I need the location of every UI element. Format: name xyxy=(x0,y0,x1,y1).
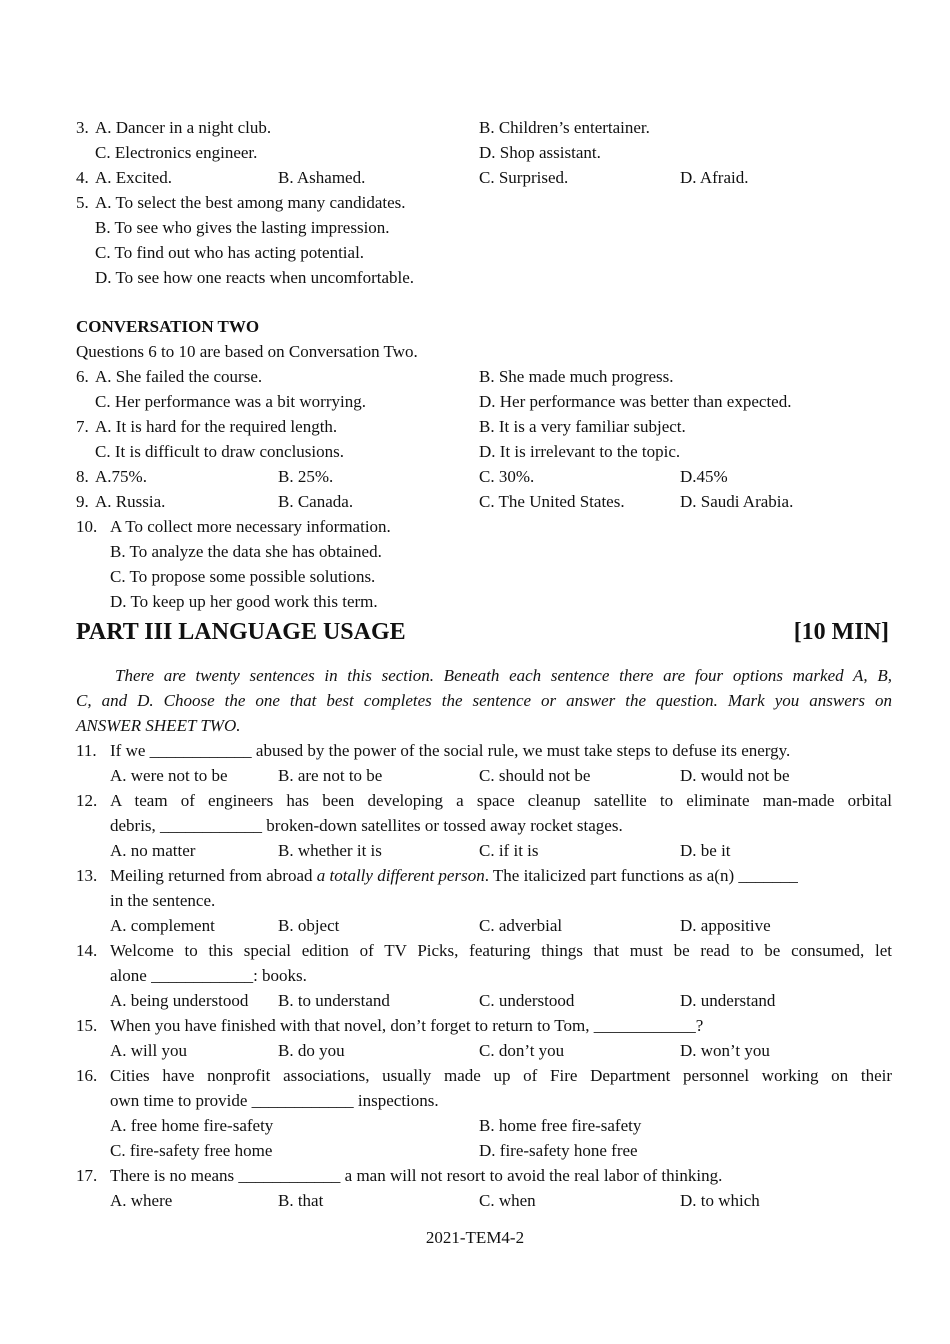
question-3-number: 3. xyxy=(76,118,89,137)
question-13-option-d: D. appositive xyxy=(680,916,771,935)
question-16-option-a: A. free home fire-safety xyxy=(110,1116,274,1135)
question-14-option-b: B. to understand xyxy=(278,991,390,1010)
question-4-option-c: C. Surprised. xyxy=(479,168,569,187)
question-12-option-c: C. if it is xyxy=(479,841,539,860)
question-7-option-c: C. It is difficult to draw conclusions. xyxy=(95,442,344,461)
question-11-option-a: A. were not to be xyxy=(110,766,228,785)
question-15-stem: When you have finished with that novel, don’t forget to return to Tom, ____________? xyxy=(110,1016,704,1035)
question-16-number: 16. xyxy=(76,1066,98,1085)
question-17-stem: There is no means ____________ a man will not resort to avoid the real labor of thinking. xyxy=(110,1166,723,1185)
question-15-number: 15. xyxy=(76,1016,98,1035)
question-6-option-c: C. Her performance was a bit worrying. xyxy=(95,392,366,411)
section-intro: Questions 6 to 10 are based on Conversation Two. xyxy=(76,342,418,361)
part-instructions-line-1: There are twenty sentences in this section. Beneath each sentence there are four options marked A, B, xyxy=(115,666,892,685)
question-14-option-c: C. understood xyxy=(479,991,575,1010)
question-11-option-c: C. should not be xyxy=(479,766,591,785)
question-13-stem-text-end: . The italicized part functions as a(n) _______ xyxy=(484,866,798,885)
question-8-option-c: C. 30%. xyxy=(479,467,535,486)
question-16-stem-line-1: Cities have nonprofit associations, usually made up of Fire Department personnel working on their xyxy=(110,1066,892,1085)
question-3-option-d: D. Shop assistant. xyxy=(479,143,601,162)
question-4-number: 4. xyxy=(76,168,89,187)
question-13-stem-line-1 xyxy=(110,863,798,888)
question-4-option-b: B. Ashamed. xyxy=(278,168,366,187)
question-3-option-b: B. Children’s entertainer. xyxy=(479,118,650,137)
question-11-number: 11. xyxy=(76,741,97,760)
question-7-option-a: A. It is hard for the required length. xyxy=(95,417,338,436)
question-13-stem-line-2: in the sentence. xyxy=(110,891,216,910)
question-6-option-a: A. She failed the course. xyxy=(95,367,263,386)
question-8-option-d: D.45% xyxy=(680,467,728,486)
question-7-number: 7. xyxy=(76,417,89,436)
question-3-option-c: C. Electronics engineer. xyxy=(95,143,258,162)
part-instructions-line-3: ANSWER SHEET TWO. xyxy=(76,716,241,735)
question-8-option-a: A.75%. xyxy=(95,467,147,486)
question-11-option-b: B. are not to be xyxy=(278,766,383,785)
question-5-option-c: C. To find out who has acting potential. xyxy=(95,243,365,262)
question-15-option-c: C. don’t you xyxy=(479,1041,565,1060)
question-10-option-c: C. To propose some possible solutions. xyxy=(110,567,376,586)
question-9-number: 9. xyxy=(76,492,89,511)
question-6-option-d: D. Her performance was better than expected. xyxy=(479,392,792,411)
question-9-option-d: D. Saudi Arabia. xyxy=(680,492,794,511)
question-15-option-a: A. will you xyxy=(110,1041,187,1060)
question-6-number: 6. xyxy=(76,367,89,386)
question-5-option-b: B. To see who gives the lasting impression. xyxy=(95,218,390,237)
question-12-option-a: A. no matter xyxy=(110,841,196,860)
question-16-option-b: B. home free fire-safety xyxy=(479,1116,642,1135)
question-10-option-a: A To collect more necessary information. xyxy=(110,517,391,536)
part-instructions-line-2: C, and D. Choose the one that best completes the sentence or answer the question. Mark you answers on xyxy=(76,691,892,710)
question-5-number: 5. xyxy=(76,193,89,212)
question-16-option-c: C. fire-safety free home xyxy=(110,1141,273,1160)
part-time-limit: [10 MIN] xyxy=(793,619,889,645)
question-9-option-c: C. The United States. xyxy=(479,492,625,511)
question-4-option-d: D. Afraid. xyxy=(680,168,749,187)
question-17-option-b: B. that xyxy=(278,1191,324,1210)
question-16-stem-line-2: own time to provide ____________ inspections. xyxy=(110,1091,439,1110)
question-14-number: 14. xyxy=(76,941,98,960)
question-13-option-a: A. complement xyxy=(110,916,215,935)
section-heading-conversation-two: CONVERSATION TWO xyxy=(76,317,260,336)
question-12-option-d: D. be it xyxy=(680,841,731,860)
question-8-option-b: B. 25%. xyxy=(278,467,334,486)
question-13-stem-text: Meiling returned from abroad xyxy=(110,866,317,885)
question-11-stem: If we ____________ abused by the power of the social rule, we must take steps to defuse its energy. xyxy=(110,741,791,760)
page-footer-code: 2021-TEM4-2 xyxy=(425,1228,525,1247)
question-6-option-b: B. She made much progress. xyxy=(479,367,674,386)
question-16-option-d: D. fire-safety hone free xyxy=(479,1141,638,1160)
question-15-option-d: D. won’t you xyxy=(680,1041,770,1060)
question-10-option-d: D. To keep up her good work this term. xyxy=(110,592,378,611)
question-9-option-a: A. Russia. xyxy=(95,492,166,511)
question-17-option-a: A. where xyxy=(110,1191,173,1210)
question-12-option-b: B. whether it is xyxy=(278,841,382,860)
question-17-option-c: C. when xyxy=(479,1191,536,1210)
question-10-number: 10. xyxy=(76,517,98,536)
question-17-number: 17. xyxy=(76,1166,98,1185)
question-12-number: 12. xyxy=(76,791,98,810)
question-3-option-a: A. Dancer in a night club. xyxy=(95,118,272,137)
question-13-option-c: C. adverbial xyxy=(479,916,563,935)
question-14-option-d: D. understand xyxy=(680,991,776,1010)
question-9-option-b: B. Canada. xyxy=(278,492,354,511)
question-5-option-a: A. To select the best among many candidates. xyxy=(95,193,406,212)
question-7-option-d: D. It is irrelevant to the topic. xyxy=(479,442,681,461)
question-13-number: 13. xyxy=(76,866,98,885)
question-14-stem-line-1: Welcome to this special edition of TV Picks, featuring things that must be read to be consumed, let xyxy=(110,941,892,960)
question-15-option-b: B. do you xyxy=(278,1041,345,1060)
question-13-stem-italic: a totally different person xyxy=(316,866,485,885)
question-12-stem-line-2: debris, ____________ broken-down satellites or tossed away rocket stages. xyxy=(110,816,623,835)
question-8-number: 8. xyxy=(76,467,89,486)
question-14-stem-line-2: alone ____________: books. xyxy=(110,966,307,985)
question-7-option-b: B. It is a very familiar subject. xyxy=(479,417,686,436)
question-10-option-b: B. To analyze the data she has obtained. xyxy=(110,542,382,561)
question-11-option-d: D. would not be xyxy=(680,766,790,785)
question-14-option-a: A. being understood xyxy=(110,991,249,1010)
question-5-option-d: D. To see how one reacts when uncomfortable. xyxy=(95,268,415,287)
question-4-option-a: A. Excited. xyxy=(95,168,172,187)
part-heading: PART III LANGUAGE USAGE xyxy=(76,619,406,645)
question-13-option-b: B. object xyxy=(278,916,340,935)
question-12-stem-line-1: A team of engineers has been developing a space cleanup satellite to eliminate man-made orbital xyxy=(110,791,892,810)
question-17-option-d: D. to which xyxy=(680,1191,760,1210)
